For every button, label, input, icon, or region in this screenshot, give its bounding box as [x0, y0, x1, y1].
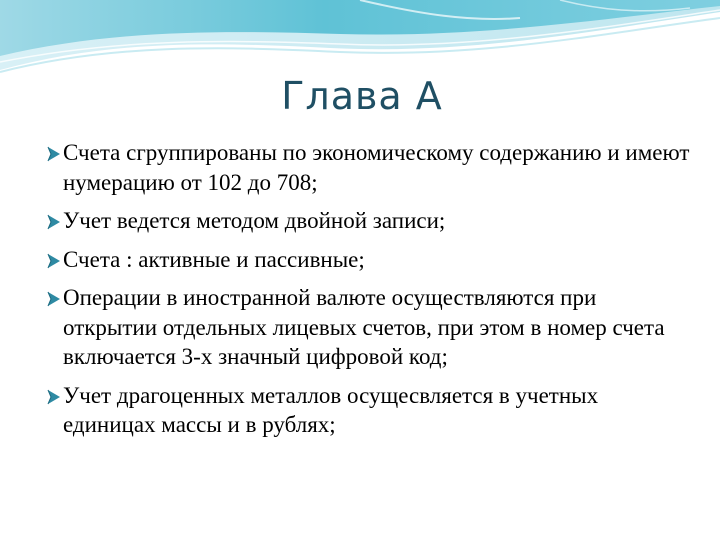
bullet-text: Учет драгоценных металлов осущесвляется в учетных единицах массы и в рублях; [63, 382, 599, 437]
bullet-item [46, 283, 691, 372]
bullet-text: Счета : активные и пассивные; [63, 246, 365, 272]
bullet-item [46, 206, 691, 236]
bullet-text: Учет ведется методом двойной записи; [63, 208, 446, 233]
arrow-bullet-icon [46, 253, 62, 269]
bullet-item [46, 138, 691, 197]
slide-title [0, 73, 720, 119]
arrow-bullet-icon [46, 291, 62, 307]
bullet-list [46, 138, 691, 449]
slide-title-text: Глава А [281, 74, 443, 118]
arrow-bullet-icon [46, 389, 62, 405]
arrow-bullet-icon [46, 214, 62, 230]
bullet-text: Счета сгруппированы по экономическому содержанию и имеют нумерацию от 102 до 708; [63, 140, 690, 195]
arrow-bullet-icon [46, 146, 62, 162]
bullet-text: Операции в иностранной валюте осуществляются при открытии отдельных лицевых счетов, при этом в номер счета включается 3-х значный цифровой код; [63, 285, 665, 369]
bullet-item [46, 381, 691, 440]
bullet-item [46, 245, 691, 275]
